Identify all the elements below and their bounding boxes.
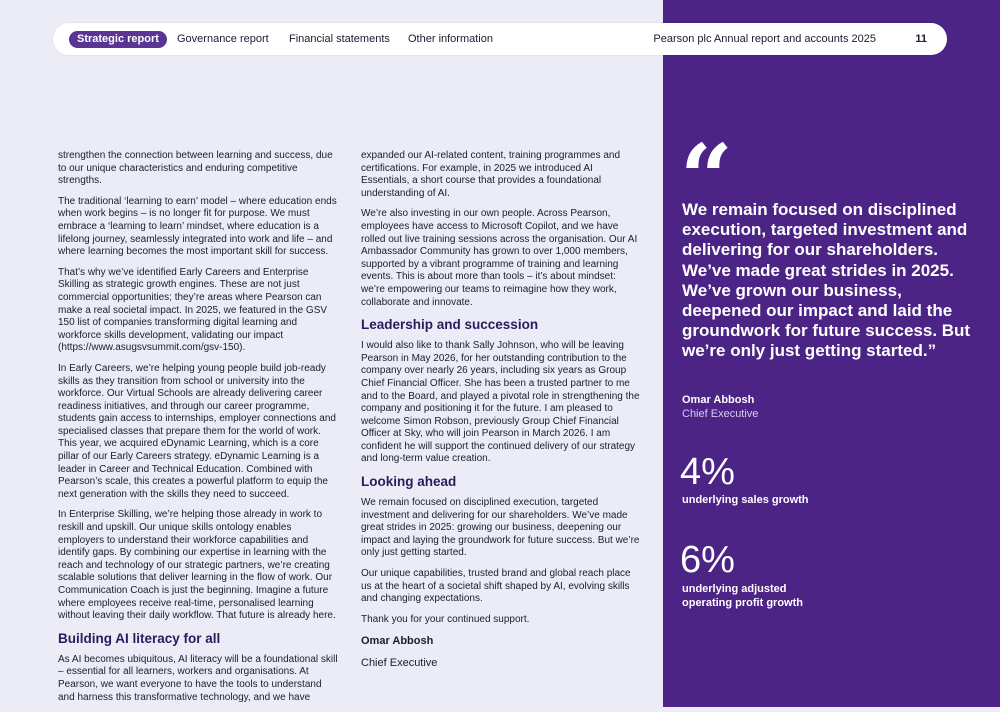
top-navigation-bar [53,23,947,55]
section-heading-ai-literacy: Building AI literacy for all [58,630,221,646]
signature-title: Chief Executive [361,657,438,670]
paragraph: Our unique capabilities, trusted brand and global reach place us at the heart of a societal shift shaped by AI, evolving skills and changing expectations. [361,568,631,605]
report-title: Pearson plc Annual report and accounts 2025 [653,33,876,45]
nav-tab-other-information[interactable]: Other information [408,33,493,45]
signature-name: Omar Abbosh [361,635,434,648]
nav-tab-strategic-report[interactable]: Strategic report [69,31,167,48]
paragraph: expanded our AI-related content, training programmes and certifications. For example, in 2025 we introduced AI Essentials, a short course that provides a foundational understanding of AI. [361,150,621,199]
section-heading-looking-ahead: Looking ahead [361,474,457,490]
paragraph: I would also like to thank Sally Johnson, who will be leaving Pearson in May 2026, for her outstanding contribution to the company over nearly 26 years, including six years as Group Chief Financial Officer. She has been a trusted partner to me and to the Board, and played a pivotal role in strengthening the company and positioning it for the future. I am pleased to welcome Simon Robson, previously Group Chief Financial Officer at Sky, who will join Pearson in March 2026. I am confident he will support the continued delivery of our strategy and long-term value creation. [361,340,640,465]
paragraph: Thank you for your continued support. [361,613,530,625]
text-column-right [361,150,641,678]
stat-label-sales-growth: underlying sales growth [682,494,809,506]
paragraph: The traditional ‘learning to earn’ model – where education ends when work begins – is no longer fit for purpose. We must embrace a ‘learning to learn’ mindset, where education is a lifelong journey, seamlessly integrated into work and life – and where learning becomes the most important skill for success. [58,195,337,258]
paragraph: As AI becomes ubiquitous, AI literacy will be a foundational skill – essential for all learners, workers and organisations. At Pearson, we want everyone to have the tools to understand and harness this transformative technology, and we have [58,653,338,703]
paragraph: We remain focused on disciplined execution, targeted investment and delivering for our shareholders. We’ve made great strides in 2025: growing our business, deepening our impact and laying the groundwork for future success. But we’re only just getting started. [361,497,640,559]
paragraph: We’re also investing in our own people. Across Pearson, employees have access to Microsoft Copilot, and we have rolled out live training sessions across the organisation. Our AI Ambassador Community has grown to over 1,000 members, supported by a vibrant programme of training and learning events. This is about more than tools – it’s about mindset: we’re empowering our teams to reimagine how they work, collaborate and innovate. [361,208,638,308]
stat-label-profit-growth: underlying adjusted operating profit growth [682,583,803,609]
section-heading-leadership: Leadership and succession [361,317,539,333]
stat-value-sales-growth: 4% [680,451,735,493]
paragraph: In Early Careers, we’re helping young people build job-ready skills as they transition from school or university into the workforce. Our Virtual Schools are already delivering career readiness initiatives, and through our career programme, students gain access to internships, employer connections and specialised classes that prepare them for the world of work. This year, we acquired eDynamic Learning, which is a core pillar of our Early Careers strategy. eDynamic Learning is a leader in Career and Technical Education. Combined with Pearson’s scale, this creates a powerful platform to equip the next generation with the skills they need to succeed. [58,362,336,500]
paragraph: That’s why we’ve identified Early Careers and Enterprise Skilling as strategic growth engines. These are not just commercial opportunities; they’re areas where Pearson can make a real societal impact. In 2025, we featured in the GSV 150 list of companies transforming digital learning and workforce skills development, validating our impact (https://www.asugsvsummit.com/gsv-150). [58,266,328,354]
stat-value-profit-growth: 6% [680,539,735,581]
page-number: 11 [915,33,927,45]
pull-quote: We remain focused on disciplined execution, targeted investment and delivering for our shareholders. We’ve made great strides in 2025. We’ve grown our business, deepened our impact and laid the groundwork for future success. But we’re only just getting started.” [682,200,971,361]
quote-author-title: Chief Executive [682,408,759,420]
paragraph: strengthen the connection between learning and success, due to our unique characteristics and enduring competitive strengths. [58,150,333,187]
nav-tab-governance-report[interactable]: Governance report [177,33,269,45]
nav-tab-financial-statements[interactable]: Financial statements [289,33,390,45]
quote-mark-icon: “ [680,124,733,232]
paragraph: In Enterprise Skilling, we’re helping those already in work to reskill and upskill. Our unique skills ontology enables employers to understand their workforce capabilities and identify gaps. By combining our expertise in learning with the reach and technology of our strategic partners, we’re creating scalable solutions that deliver learning in the flow of work. Our Communication Coach is just the beginning. Imagine a future where employees receive real-time, personalised learning without leaving their daily workflow. That future is already here. [58,509,336,622]
quote-author-name: Omar Abbosh [682,394,755,406]
text-column-left [58,150,338,712]
